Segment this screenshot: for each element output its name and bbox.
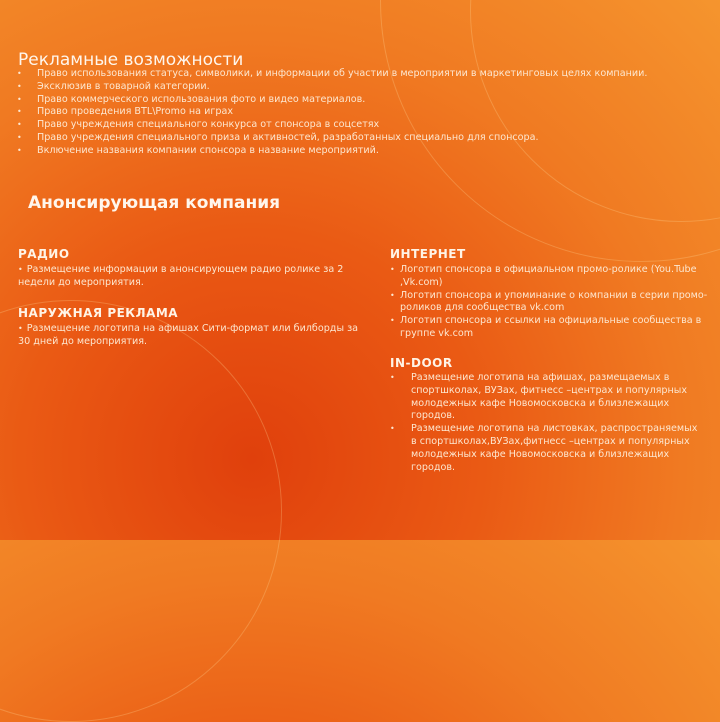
section-title: Анонсирующая компания <box>28 193 281 213</box>
outdoor-heading: НАРУЖНАЯ РЕКЛАМА <box>18 306 179 320</box>
list-item <box>17 94 707 107</box>
bullet-icon: • <box>390 290 395 300</box>
list-item-text: Право коммерческого использования фото и видео материалов. <box>37 93 366 105</box>
bullet-icon: • <box>17 145 22 155</box>
list-item-text: Право учреждения специального конкурса от спонсора в соцсетях <box>37 119 380 131</box>
internet-list <box>390 264 710 341</box>
list-item-text: Право использования статуса, символики, и информации об участии в мероприятии в маркетинговых целях компании. <box>37 68 648 79</box>
bullet-icon: • <box>17 107 22 117</box>
decorative-ring <box>0 300 282 722</box>
list-item-text: Включение названия компании спонсора в название мероприятий. <box>37 144 379 156</box>
list-item <box>17 145 707 158</box>
bullet-icon: • <box>18 265 23 274</box>
list-item-text: Эксклюзив в товарной категории. <box>37 80 210 92</box>
bullet-icon: • <box>17 81 22 91</box>
radio-heading: РАДИО <box>18 247 70 261</box>
list-item-text: Логотип спонсора и ссылки на официальные сообщества в группе vk.com <box>400 315 702 339</box>
indoor-list <box>390 372 705 474</box>
list-item <box>390 290 710 316</box>
list-item-text: Логотип спонсора и упоминание о компании в серии промо-роликов для сообщества vk.com <box>400 289 708 314</box>
bullet-icon: • <box>390 316 395 326</box>
list-item <box>390 423 705 474</box>
list-item <box>17 106 707 119</box>
list-item-text: Размещение логотипа на афишах, размещаемых в спортшколах, ВУЗах, фитнесс –центрах и популярных молодежных кафе Новомосковска и близлежащих городов. <box>411 372 688 422</box>
indoor-heading: IN-DOOR <box>390 356 453 370</box>
internet-heading: ИНТЕРНЕТ <box>390 247 466 261</box>
rights-list <box>17 68 707 158</box>
slide-title: Рекламные возможности <box>18 50 244 70</box>
bullet-icon: • <box>17 132 22 142</box>
radio-text-body: Размещение информации в анонсирующем радио ролике за 2 недели до мероприятия. <box>18 264 344 288</box>
list-item <box>390 372 705 423</box>
list-item-text: Логотип спонсора в официальном промо-ролике (You.Tube ,Vk.com) <box>400 264 697 288</box>
radio-text <box>18 264 363 290</box>
list-item <box>17 132 707 145</box>
list-item <box>17 119 707 132</box>
outdoor-text <box>18 323 363 349</box>
list-item <box>17 81 707 94</box>
list-item <box>17 68 707 81</box>
list-item <box>390 264 710 290</box>
list-item <box>390 315 710 341</box>
bullet-icon: • <box>390 373 395 382</box>
bullet-icon: • <box>18 324 23 333</box>
outdoor-text-body: Размещение логотипа на афишах Сити-формат или билборды за 30 дней до мероприятия. <box>18 323 359 347</box>
list-item-text: Право учреждения специального приза и активностей, разработанных специально для спонсора. <box>37 131 539 143</box>
list-item-text: Право проведения BTL\Promo на играх <box>37 106 234 118</box>
bullet-icon: • <box>17 120 22 130</box>
bullet-icon: • <box>17 69 22 78</box>
list-item-text: Размещение логотипа на листовках, распространяемых в спортшколах,ВУЗах,фитнесс –центрах и популярных молодежных кафе Новомосковска и близлежащих городов. <box>411 423 698 473</box>
bullet-icon: • <box>390 424 395 434</box>
bullet-icon: • <box>390 265 395 274</box>
bullet-icon: • <box>17 94 22 104</box>
